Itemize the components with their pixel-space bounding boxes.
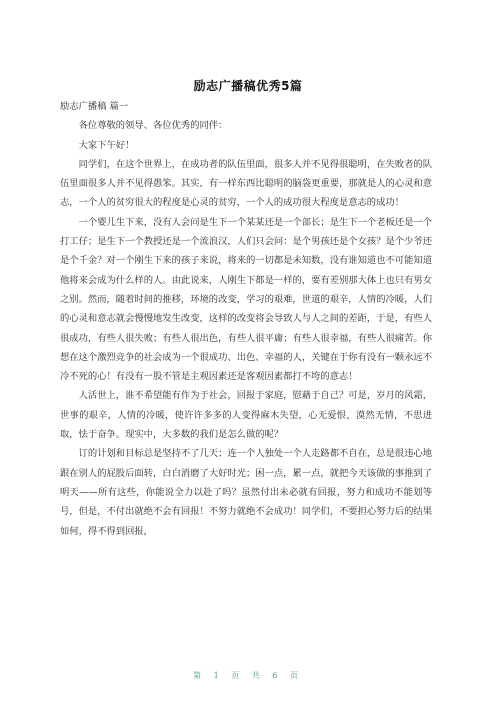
paragraph: 人活世上，谁不希望能有作为于社会，回报于家庭，慰藉于自己？可是，岁月的风霜，世事的艰辛，人情的冷暖，使许许多多的人变得麻木失望，心无爱恨，漠然无情，不思进取，怯于奋争。现实中，大多数的我们是怎么做的呢？	[60, 390, 432, 441]
page-number-footer: 第 1 页 共 6 页	[193, 671, 303, 680]
paragraph: 一个婴儿生下来，没有人会问是生下一个某某还是一个部长；是生下一个老板还是一个打工仔；是生下一个教授还是一个流浪汉，人们只会问：是个男孩还是个女孩？是个少爷还是个千金？对一个刚生下来的孩子来说，将来的一切都是未知数，没有谁知道也不可能知道他将来会成为什么样的人。由此说来，人刚生下都是一样的，要有差别那大体上也只有男女之别。然而，随着时间的推移，环境的改变，学习的艰难，世道的艰辛，人情的冷暖，人们的心灵和意志就会慢慢地发生改变，这样的改变将会导致人与人之间的差距，于是，有些人很成功，有些人很失败；有些人很出色，有些人很平庸；有些人很幸福，有些人很痛苦。你想在这个激烈竞争的社会成为一个很成功、出色、幸福的人，关键在于你有没有一颗永远不冷不死的心！有没有一股不管是主观因素还是客观因素都打不垮的意志！	[60, 216, 432, 383]
document-title: 励志广播稿优秀5篇	[193, 79, 303, 93]
document-body	[60, 97, 432, 541]
paragraph-greeting: 各位尊敬的领导、各位优秀的同伴：	[78, 120, 228, 132]
paragraph: 同学们，在这个世界上，在成功者的队伍里面，很多人并不见得很聪明，在失败者的队伍里面很多人并不见得愚笨。其实，有一样东西比聪明的脑袋更重要，那就是人的心灵和意志，一个人的贫穷很大的程度是心灵的贫穷，一个人的成功很大程度是意志的成功！	[60, 158, 432, 209]
paragraph-salutation: 大家下午好！	[78, 139, 135, 151]
paragraph: 订的计划和目标总是坚持不了几天；连一个人独处一个人走路都不自在，总是很违心地跟在别人的屁股后面转，白白消磨了大好时光；困一点，累一点，就把今天该做的事推到了明天——所有这些，你能说全力以赴了吗？虽然付出未必就有回报，努力和成功不能划等号，但是，不付出就绝不会有回报！不努力就绝不会成功！同学们，不要担心努力后的结果如何，得不得到回报，	[60, 448, 432, 537]
section-heading: 励志广播稿 篇一	[60, 101, 129, 112]
